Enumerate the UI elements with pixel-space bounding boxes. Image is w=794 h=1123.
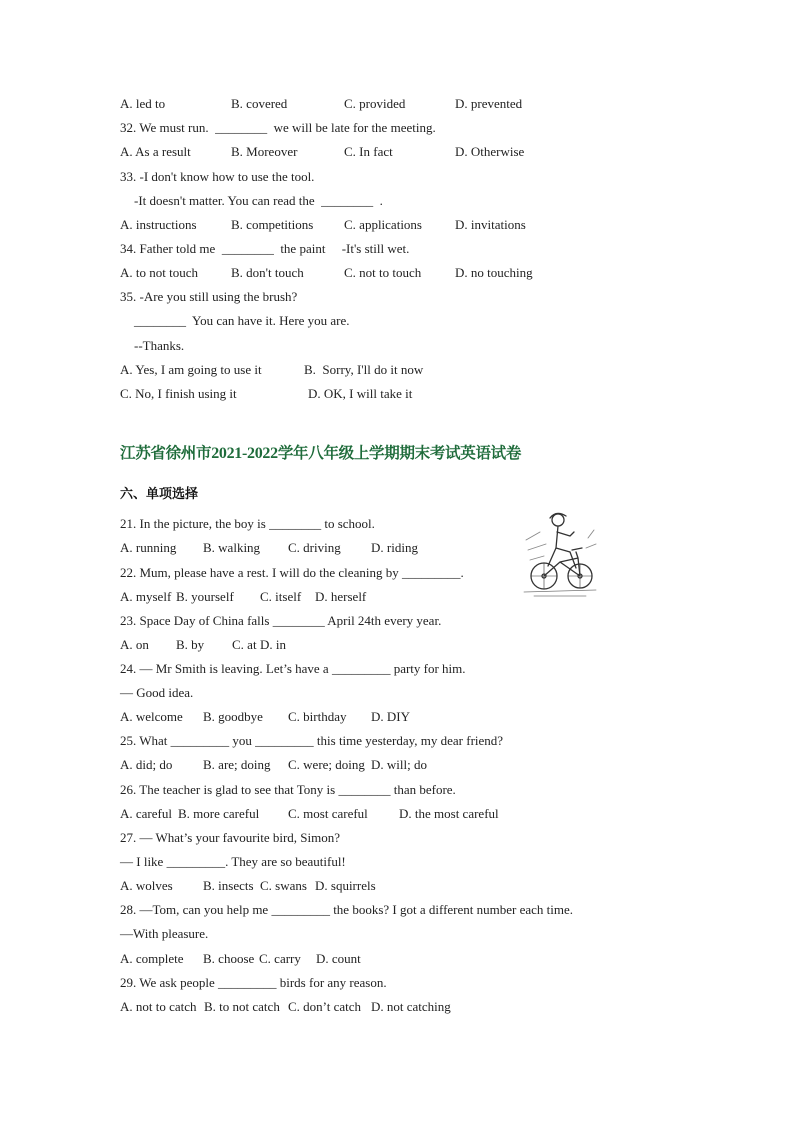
option-a: A. Yes, I am going to use it xyxy=(120,362,262,377)
option-a: A. myself xyxy=(120,589,172,604)
option-a: A. on xyxy=(120,637,149,652)
option-b: B. are; doing xyxy=(203,757,271,772)
question-24: 24. — Mr Smith is leaving. Let’s have a _________ party for him. xyxy=(120,661,466,676)
option-a: A. running xyxy=(120,540,177,555)
option-b: B. Sorry, I'll do it now xyxy=(304,362,424,377)
option-d: D. Otherwise xyxy=(455,144,525,159)
option-b: B. Moreover xyxy=(231,144,298,159)
option-d: D. no touching xyxy=(455,265,533,280)
option-d: D. squirrels xyxy=(315,878,376,893)
option-b: B. more careful xyxy=(178,806,260,821)
option-c: C. In fact xyxy=(344,144,393,159)
option-d: D. riding xyxy=(371,540,418,555)
question-22: 22. Mum, please have a rest. I will do the cleaning by _________. xyxy=(120,565,464,580)
question-27: 27. — What’s your favourite bird, Simon? xyxy=(120,830,341,845)
option-c: C. No, I finish using it xyxy=(120,386,237,401)
option-d: D. prevented xyxy=(455,96,523,111)
question-35-line3: --Thanks. xyxy=(134,338,185,353)
option-a: A. As a result xyxy=(120,144,191,159)
option-b: B. walking xyxy=(203,540,261,555)
option-c: C. swans xyxy=(260,878,307,893)
option-b: B. covered xyxy=(231,96,288,111)
option-b: B. don't touch xyxy=(231,265,304,280)
question-26: 26. The teacher is glad to see that Tony is ________ than before. xyxy=(120,782,456,797)
option-c: C. driving xyxy=(288,540,341,555)
option-c: C. don’t catch xyxy=(288,999,362,1014)
option-c: C. birthday xyxy=(288,709,347,724)
option-a: A. led to xyxy=(120,96,166,111)
question-35: 35. -Are you still using the brush? xyxy=(120,289,298,304)
option-b: B. to not catch xyxy=(204,999,280,1014)
option-c: C. provided xyxy=(344,96,406,111)
option-d: D. not catching xyxy=(371,999,451,1014)
option-d: D. OK, I will take it xyxy=(308,386,413,401)
option-c: C. were; doing xyxy=(288,757,365,772)
option-d: D. in xyxy=(260,637,286,652)
option-c: C. at xyxy=(232,637,257,652)
option-d: D. invitations xyxy=(455,217,526,232)
option-a: A. welcome xyxy=(120,709,183,724)
option-b: B. insects xyxy=(203,878,254,893)
option-d: D. herself xyxy=(315,589,367,604)
question-28-line2: —With pleasure. xyxy=(120,926,209,941)
question-25: 25. What _________ you _________ this time yesterday, my dear friend? xyxy=(120,733,504,748)
option-a: A. did; do xyxy=(120,757,173,772)
question-24-line2: — Good idea. xyxy=(120,685,194,700)
title-years: 2021-2022 xyxy=(211,445,278,462)
boy-riding-bicycle-illustration xyxy=(520,510,600,600)
question-32: 32. We must run. ________ we will be late for the meeting. xyxy=(120,120,436,135)
option-b: B. goodbye xyxy=(203,709,263,724)
option-a: A. instructions xyxy=(120,217,197,232)
title-suffix: 学年八年级上学期期末考试英语试卷 xyxy=(277,444,522,462)
option-d: D. DIY xyxy=(371,709,410,724)
option-b: B. choose xyxy=(203,951,255,966)
question-21: 21. In the picture, the boy is ________ to school. xyxy=(120,516,375,531)
exam-title xyxy=(120,441,521,463)
question-34: 34. Father told me ________ the paint -It's still wet. xyxy=(120,241,410,256)
option-a: A. complete xyxy=(120,951,184,966)
option-a: A. wolves xyxy=(120,878,173,893)
question-27-line2: — I like _________. They are so beautiful! xyxy=(120,854,346,869)
option-a: A. careful xyxy=(120,806,172,821)
option-c: C. itself xyxy=(260,589,302,604)
option-a: A. to not touch xyxy=(120,265,198,280)
option-d: D. will; do xyxy=(371,757,427,772)
option-d: D. count xyxy=(316,951,361,966)
question-29: 29. We ask people _________ birds for any reason. xyxy=(120,975,387,990)
option-c: C. applications xyxy=(344,217,422,232)
option-b: B. yourself xyxy=(176,589,234,604)
question-28: 28. —Tom, can you help me _________ the books? I got a different number each time. xyxy=(120,902,574,917)
question-23: 23. Space Day of China falls ________ April 24th every year. xyxy=(120,613,442,628)
option-d: D. the most careful xyxy=(399,806,499,821)
option-b: B. by xyxy=(176,637,205,652)
option-c: C. most careful xyxy=(288,806,368,821)
question-33-line2: -It doesn't matter. You can read the ________ . xyxy=(134,193,383,208)
option-b: B. competitions xyxy=(231,217,314,232)
question-35-line2: ________ You can have it. Here you are. xyxy=(134,313,350,328)
option-c: C. not to touch xyxy=(344,265,422,280)
title-prefix: 江苏省徐州市 xyxy=(120,444,212,462)
option-c: C. carry xyxy=(259,951,301,966)
question-33: 33. -I don't know how to use the tool. xyxy=(120,169,315,184)
section-heading: 六、单项选择 xyxy=(120,487,199,502)
option-a: A. not to catch xyxy=(120,999,197,1014)
